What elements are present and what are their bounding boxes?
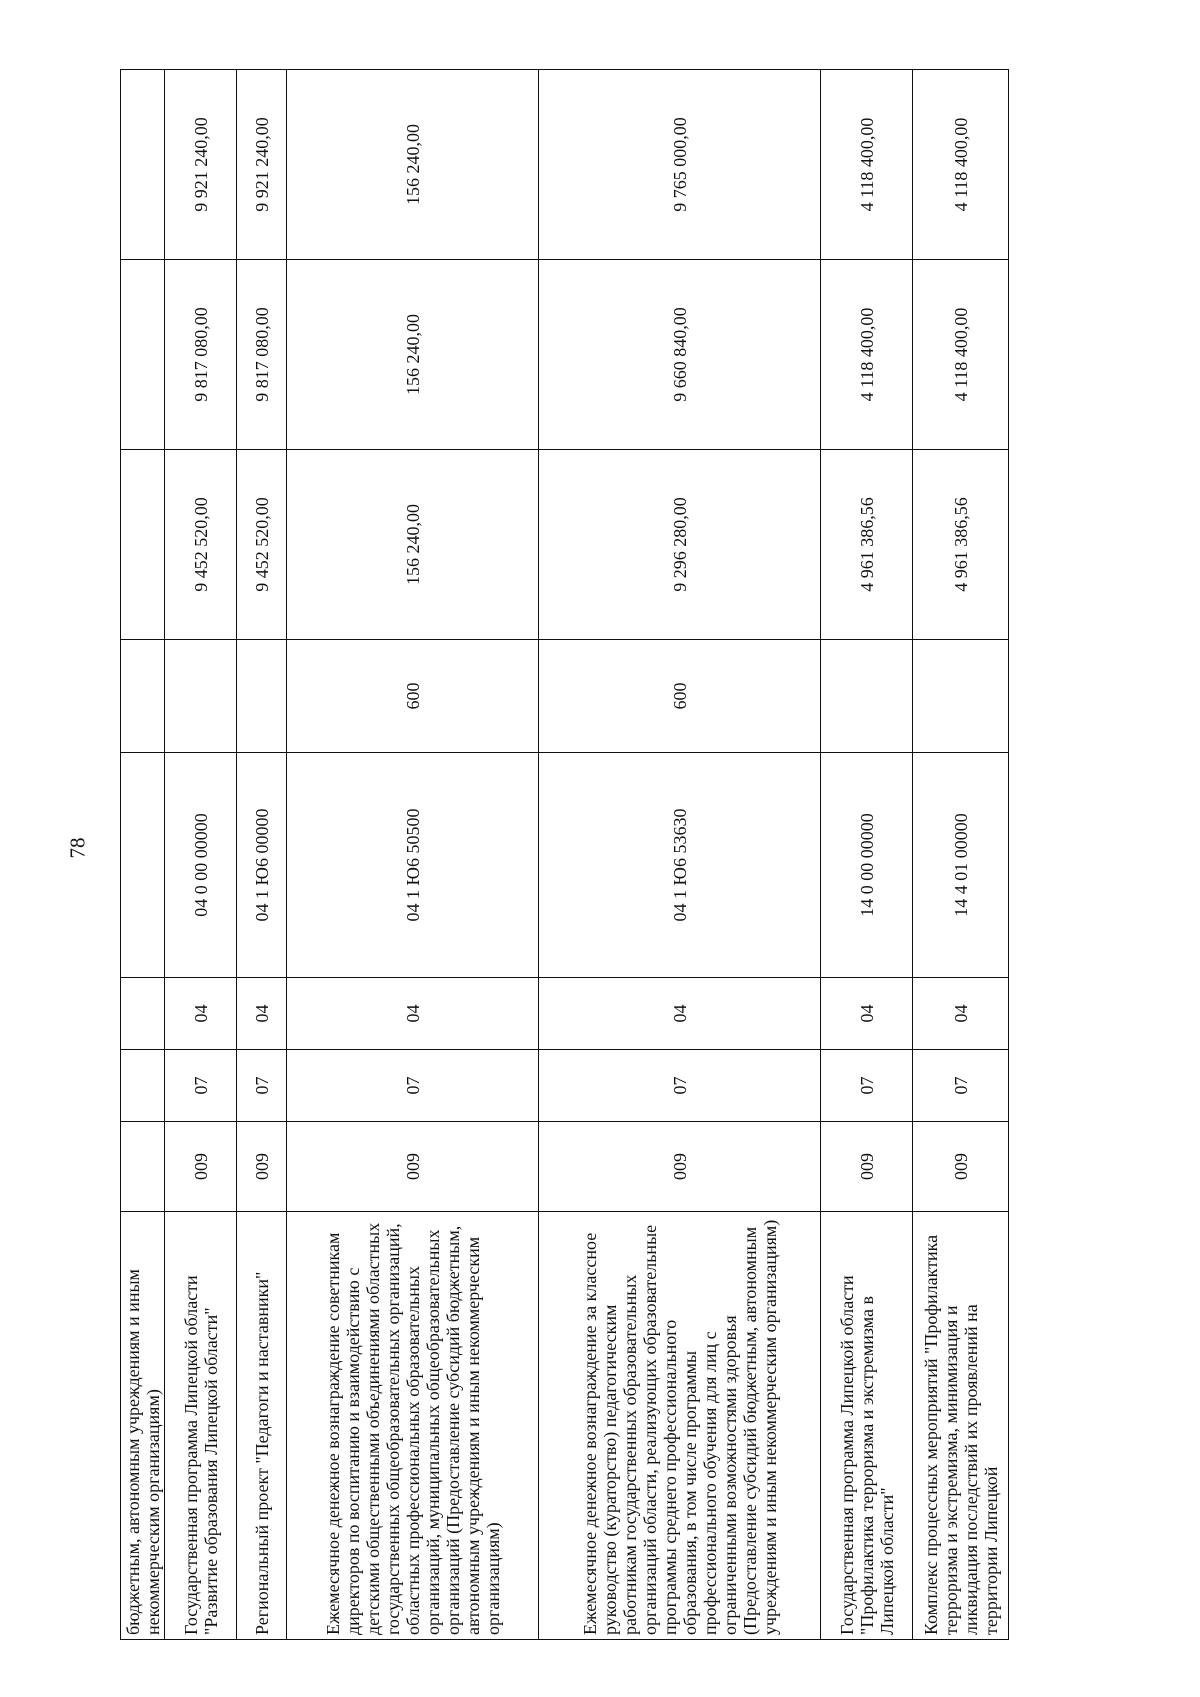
amount-year-1: 4 961 386,56	[913, 450, 1009, 640]
admin-code: 009	[913, 1122, 1009, 1212]
rotated-table-container	[120, 70, 1070, 1640]
expense-type-code	[237, 640, 287, 753]
amount-year-1: 9 296 280,00	[539, 450, 821, 640]
row-name: Государственная программа Липецкой области "Развитие образования Липецкой области"	[165, 1212, 237, 1640]
table-row	[913, 70, 1009, 1640]
budget-table	[120, 69, 1009, 1640]
table-row	[165, 70, 237, 1640]
target-article-code: 14 4 01 00000	[913, 753, 1009, 978]
amount-year-1: 9 452 520,00	[237, 450, 287, 640]
section-code: 07	[237, 1050, 287, 1122]
amount-year-3: 9 921 240,00	[165, 70, 237, 260]
admin-code: 009	[821, 1122, 913, 1212]
subsection-code: 04	[913, 978, 1009, 1050]
amount-year-3: 156 240,00	[287, 70, 539, 260]
expense-type-code: 600	[539, 640, 821, 753]
target-article-code: 14 0 00 00000	[821, 753, 913, 978]
amount-year-1	[121, 450, 165, 640]
section-code: 07	[913, 1050, 1009, 1122]
admin-code: 009	[165, 1122, 237, 1212]
expense-type-code	[165, 640, 237, 753]
admin-code	[121, 1122, 165, 1212]
row-name: Ежемесячное денежное вознаграждение советникам директоров по воспитанию и взаимодействию с детскими общественными объединениями областных государственных общеобразовательных организаций, областных профессиональных образовательных организаций, муниципальных общеобразовательных организаций (Предоставление субсидий бюджетным, автономным учреждениям и иным некоммерческим организациям)	[287, 1212, 539, 1640]
admin-code: 009	[539, 1122, 821, 1212]
amount-year-3: 9 921 240,00	[237, 70, 287, 260]
amount-year-3: 9 765 000,00	[539, 70, 821, 260]
section-code	[121, 1050, 165, 1122]
admin-code: 009	[287, 1122, 539, 1212]
target-article-code: 04 0 00 00000	[165, 753, 237, 978]
amount-year-1: 4 961 386,56	[821, 450, 913, 640]
subsection-code: 04	[539, 978, 821, 1050]
target-article-code: 04 1 Ю6 53630	[539, 753, 821, 978]
row-name: бюджетным, автономным учреждениям и иным некоммерческим организациям)	[121, 1212, 165, 1640]
expense-type-code	[913, 640, 1009, 753]
amount-year-2: 9 817 080,00	[165, 260, 237, 450]
section-code: 07	[539, 1050, 821, 1122]
amount-year-1: 156 240,00	[287, 450, 539, 640]
amount-year-3: 4 118 400,00	[913, 70, 1009, 260]
row-name: Региональный проект "Педагоги и наставники"	[237, 1212, 287, 1640]
amount-year-2: 4 118 400,00	[821, 260, 913, 450]
amount-year-3: 4 118 400,00	[821, 70, 913, 260]
subsection-code: 04	[165, 978, 237, 1050]
amount-year-2: 156 240,00	[287, 260, 539, 450]
amount-year-1: 9 452 520,00	[165, 450, 237, 640]
subsection-code: 04	[287, 978, 539, 1050]
target-article-code: 04 1 Ю6 00000	[237, 753, 287, 978]
table-row	[287, 70, 539, 1640]
expense-type-code: 600	[287, 640, 539, 753]
table-row	[821, 70, 913, 1640]
section-code: 07	[165, 1050, 237, 1122]
subsection-code	[121, 978, 165, 1050]
target-article-code	[121, 753, 165, 978]
amount-year-2: 9 817 080,00	[237, 260, 287, 450]
amount-year-2: 9 660 840,00	[539, 260, 821, 450]
table-row	[121, 70, 165, 1640]
row-name: Ежемесячное денежное вознаграждение за классное руководство (кураторство) педагогическим работникам государственных образовательных организаций области, реализующих образовательные программы среднего профессионального образования, в том числе программы профессионального обучения для лиц с ограниченными возможностями здоровья (Предоставление субсидий бюджетным, автономным учреждениям и иным некоммерческим организациям)	[539, 1212, 821, 1640]
admin-code: 009	[237, 1122, 287, 1212]
amount-year-2: 4 118 400,00	[913, 260, 1009, 450]
page-number: 78	[65, 837, 90, 859]
target-article-code: 04 1 Ю6 50500	[287, 753, 539, 978]
amount-year-2	[121, 260, 165, 450]
section-code: 07	[821, 1050, 913, 1122]
row-name: Государственная программа Липецкой области "Профилактика терроризма и экстремизма в Липецкой области"	[821, 1212, 913, 1640]
expense-type-code	[821, 640, 913, 753]
amount-year-3	[121, 70, 165, 260]
expense-type-code	[121, 640, 165, 753]
row-name: Комплекс процессных мероприятий "Профилактика терроризма и экстремизма, минимизация и ликвидация последствий их проявлений на территории Липецкой	[913, 1212, 1009, 1640]
section-code: 07	[287, 1050, 539, 1122]
subsection-code: 04	[821, 978, 913, 1050]
table-row	[237, 70, 287, 1640]
table-row	[539, 70, 821, 1640]
subsection-code: 04	[237, 978, 287, 1050]
